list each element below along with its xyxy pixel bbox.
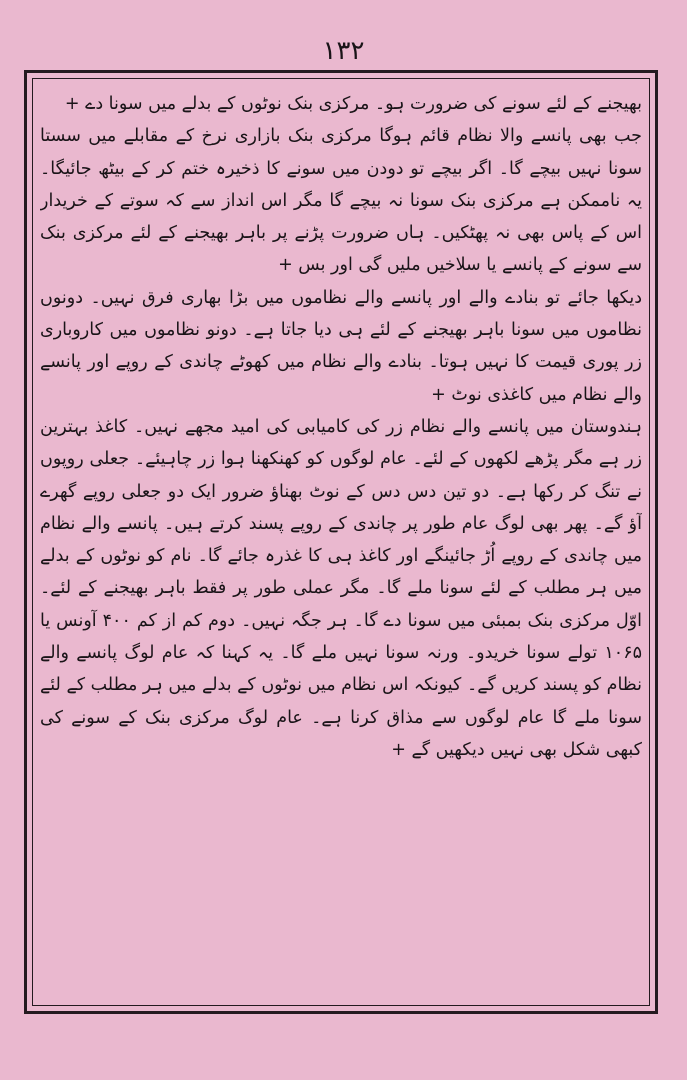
paragraph-4: ہندوستان میں پانسے والے نظام زر کی کامیابی کی امید مجھے نہیں۔ کاغذ بہترین زر ہے مگر پڑھے لکھوں کے لئے۔ عام لوگوں کو کھنکھنا ہوا زر چاہیئے۔ جعلی روپوں نے تنگ کر رکھا ہے۔ دو تین دس دس کے نوٹ بھناؤ ضرور ایک دو جعلی روپے گھرے آؤ گے۔ پھر بھی لوگ عام طور پر چاندی کے روپے پسند کرتے ہیں۔ پانسے والے نظام میں چاندی کے روپے اُڑ جائینگے اور کاغذ ہی کا غذرہ جائے گا۔ نام کو نوٹوں کے بدلے میں ہر مطلب کے لئے سونا ملے گا۔ مگر عملی طور پر فقط باہر بھیجنے کے لئے۔ اوّل مرکزی بنک بمبئی میں سونا دے گا۔ ہر جگہ نہیں۔ دوم کم از کم ۴۰۰ آونس یا ۱۰۶۵ تولے سونا خریدو۔ ورنہ سونا نہیں ملے گا۔ یہ کہنا کہ عام لوگ پانسے والے نظام کو پسند کریں گے۔ کیونکہ اس نظام میں نوٹوں کے بدلے میں ہر مطلب کے لئے سونا ملے گا عام لوگوں سے مذاق کرنا ہے۔ عام لوگ مرکزی بنک کے سونے کی کبھی شکل بھی نہیں دیکھیں گے + — [40, 416, 642, 760]
paragraph-3: دیکھا جائے تو بنادے والے اور پانسے والے نظاموں میں بڑا بھاری فرق نہیں۔ دونوں نظاموں میں سونا باہر بھیجنے کے لئے ہی دیا جاتا ہے۔ دونو نظاموں میں کاروباری زر پوری قیمت کا نہیں ہوتا۔ بنادے والے نظام میں کھوٹے چاندی کے روپے اور پانسے والے نظام میں کاغذی نوٹ + — [40, 287, 642, 405]
paragraph-2: جب بھی پانسے والا نظام قائم ہوگا مرکزی بنک بازاری نرخ کے مقابلے میں سستا سونا نہیں بیچے گا۔ اگر بیچے تو دودن میں سونے کا ذخیرہ ختم کر کے بیٹھ جائیگا۔ یہ ناممکن ہے مرکزی بنک سونا نہ بیچے گا مگر اس انداز سے کہ سوتے کے خریدار اس کے پاس بھی نہ پھٹکیں۔ ہاں ضرورت پڑنے پر باہر بھیجنے کے لئے مرکزی بنک سے سونے کے پانسے یا سلاخیں ملیں گی اور بس + — [40, 126, 642, 276]
page-number: ۱۳۲ — [322, 36, 365, 66]
paragraph-1: بھیجنے کے لئے سونے کی ضرورت ہو۔ مرکزی بنک نوٹوں کے بدلے میں سونا دے + — [64, 94, 642, 114]
body-text — [40, 88, 642, 996]
